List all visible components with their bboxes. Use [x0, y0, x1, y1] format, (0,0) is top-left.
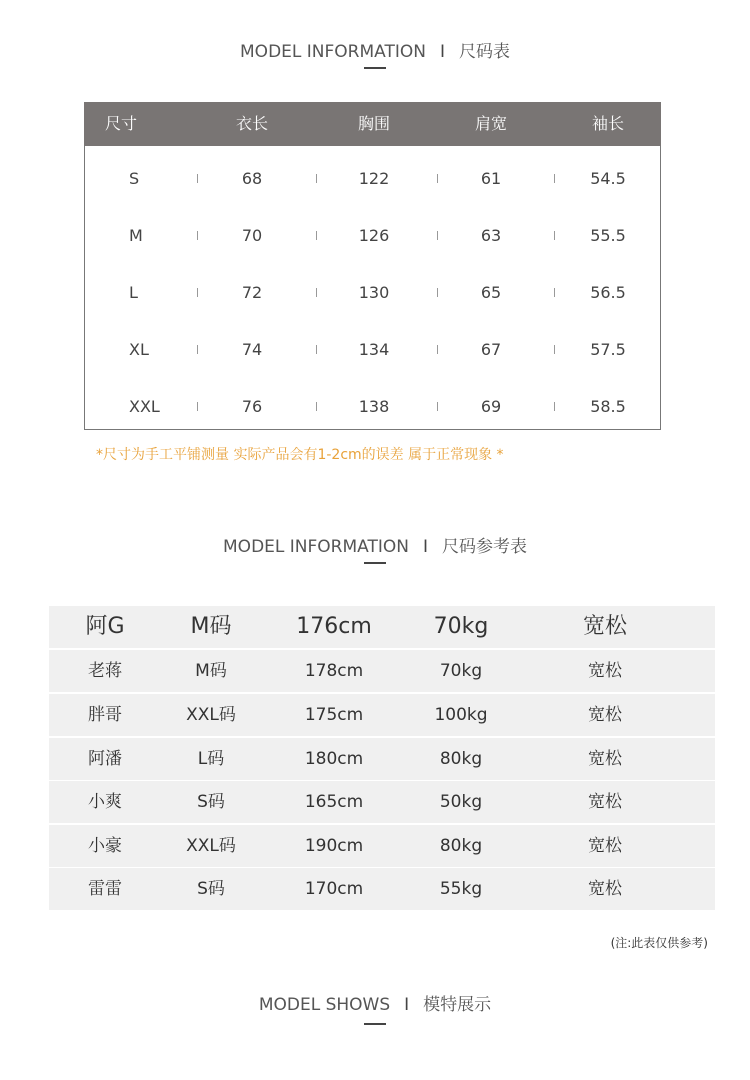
size-cell: 130 [358, 283, 390, 302]
reference-row [49, 650, 715, 692]
column-divider [197, 174, 198, 183]
heading-chinese: 尺码参考表 [441, 537, 527, 557]
reference-cell: 55kg [439, 879, 483, 899]
reference-cell: S码 [197, 792, 225, 812]
reference-cell: 70kg [439, 661, 483, 681]
column-divider [437, 231, 438, 240]
reference-cell: XXL码 [186, 836, 236, 856]
reference-cell: 宽松 [588, 749, 622, 769]
reference-cell: L码 [197, 749, 225, 769]
size-row [85, 150, 660, 207]
heading-separator: I [404, 995, 410, 1015]
reference-cell: 宽松 [588, 661, 622, 681]
size-row [85, 207, 660, 264]
heading-separator: I [439, 42, 445, 62]
size-cell: S [129, 169, 140, 188]
reference-row [49, 738, 715, 780]
reference-cell: 宽松 [588, 836, 622, 856]
size-cell: 72 [241, 283, 263, 302]
reference-cell: 宽松 [588, 879, 622, 899]
column-divider [437, 174, 438, 183]
reference-cell: M码 [195, 661, 227, 681]
heading-underline [364, 562, 386, 564]
size-cell: 65 [480, 283, 502, 302]
header-cell-shoulder: 肩宽 [474, 114, 507, 133]
reference-cell: 阿G [85, 614, 125, 639]
reference-cell: 雷雷 [88, 879, 122, 899]
reference-cell: 180cm [304, 749, 364, 769]
heading-english: MODEL SHOWS [258, 995, 391, 1015]
size-cell: 69 [480, 397, 502, 416]
size-cell: XL [129, 340, 149, 359]
size-cell: 138 [358, 397, 390, 416]
section-heading-size-reference [0, 532, 750, 557]
column-divider [316, 288, 317, 297]
size-table-header [84, 102, 661, 146]
reference-cell: 178cm [304, 661, 364, 681]
column-divider [437, 402, 438, 411]
reference-cell: 宽松 [588, 792, 622, 812]
reference-cell: 宽松 [582, 614, 627, 639]
column-divider [554, 174, 555, 183]
size-cell: 126 [358, 226, 390, 245]
column-divider [554, 402, 555, 411]
reference-cell: 100kg [434, 705, 488, 725]
reference-cell: 175cm [304, 705, 364, 725]
reference-cell: 80kg [439, 749, 483, 769]
reference-cell: 50kg [439, 792, 483, 812]
header-cell-chest: 胸围 [357, 114, 390, 133]
size-cell: XXL [129, 397, 160, 416]
reference-cell: 176cm [296, 614, 372, 639]
column-divider [554, 231, 555, 240]
reference-row [49, 781, 715, 823]
heading-underline [364, 67, 386, 69]
reference-cell: M码 [190, 614, 232, 639]
reference-cell: 胖哥 [88, 705, 122, 725]
size-note: *尺寸为手工平铺测量 实际产品会有1-2cm的误差 属于正常现象 * [96, 447, 504, 463]
header-cell-sleeve: 袖长 [591, 114, 624, 133]
column-divider [437, 288, 438, 297]
column-divider [437, 345, 438, 354]
column-divider [197, 288, 198, 297]
reference-cell: 阿潘 [88, 749, 122, 769]
header-cell-length: 衣长 [235, 114, 268, 133]
heading-separator: I [422, 537, 428, 557]
size-cell: 57.5 [590, 340, 626, 359]
heading-chinese: 尺码表 [458, 42, 510, 62]
heading-underline [364, 1023, 386, 1025]
reference-cell: 小豪 [88, 836, 122, 856]
heading-english: MODEL INFORMATION [223, 537, 409, 557]
reference-note: (注:此表仅供参考) [610, 936, 708, 950]
column-divider [554, 345, 555, 354]
column-divider [197, 402, 198, 411]
size-cell: 63 [480, 226, 502, 245]
size-cell: M [129, 226, 143, 245]
reference-cell: 宽松 [588, 705, 622, 725]
size-cell: 68 [241, 169, 263, 188]
reference-cell: 190cm [304, 836, 364, 856]
reference-row [49, 694, 715, 736]
reference-row [49, 606, 715, 648]
size-cell: 122 [358, 169, 390, 188]
section-heading-model-shows [0, 990, 750, 1015]
reference-cell: 小爽 [88, 792, 122, 812]
reference-cell: S码 [197, 879, 225, 899]
reference-cell: XXL码 [186, 705, 236, 725]
reference-cell: 80kg [439, 836, 483, 856]
heading-english: MODEL INFORMATION [240, 42, 426, 62]
column-divider [554, 288, 555, 297]
size-row [85, 321, 660, 378]
section-heading-size-chart [0, 37, 750, 62]
size-row [85, 264, 660, 321]
column-divider [316, 174, 317, 183]
reference-row [49, 868, 715, 910]
column-divider [316, 402, 317, 411]
size-cell: 56.5 [590, 283, 626, 302]
size-cell: 54.5 [590, 169, 626, 188]
size-table [84, 102, 661, 430]
column-divider [316, 231, 317, 240]
reference-cell: 165cm [304, 792, 364, 812]
size-cell: L [129, 283, 138, 302]
size-cell: 58.5 [590, 397, 626, 416]
size-cell: 70 [241, 226, 263, 245]
size-cell: 61 [480, 169, 502, 188]
size-cell: 55.5 [590, 226, 626, 245]
column-divider [197, 231, 198, 240]
column-divider [197, 345, 198, 354]
size-cell: 67 [480, 340, 502, 359]
size-cell: 74 [241, 340, 263, 359]
reference-row [49, 825, 715, 867]
header-cell-size: 尺寸 [104, 114, 137, 133]
size-cell: 134 [358, 340, 390, 359]
heading-chinese: 模特展示 [423, 995, 492, 1015]
reference-cell: 老蒋 [88, 661, 122, 681]
size-row [85, 378, 660, 435]
reference-cell: 70kg [433, 614, 489, 639]
reference-cell: 170cm [304, 879, 364, 899]
column-divider [316, 345, 317, 354]
size-cell: 76 [241, 397, 263, 416]
